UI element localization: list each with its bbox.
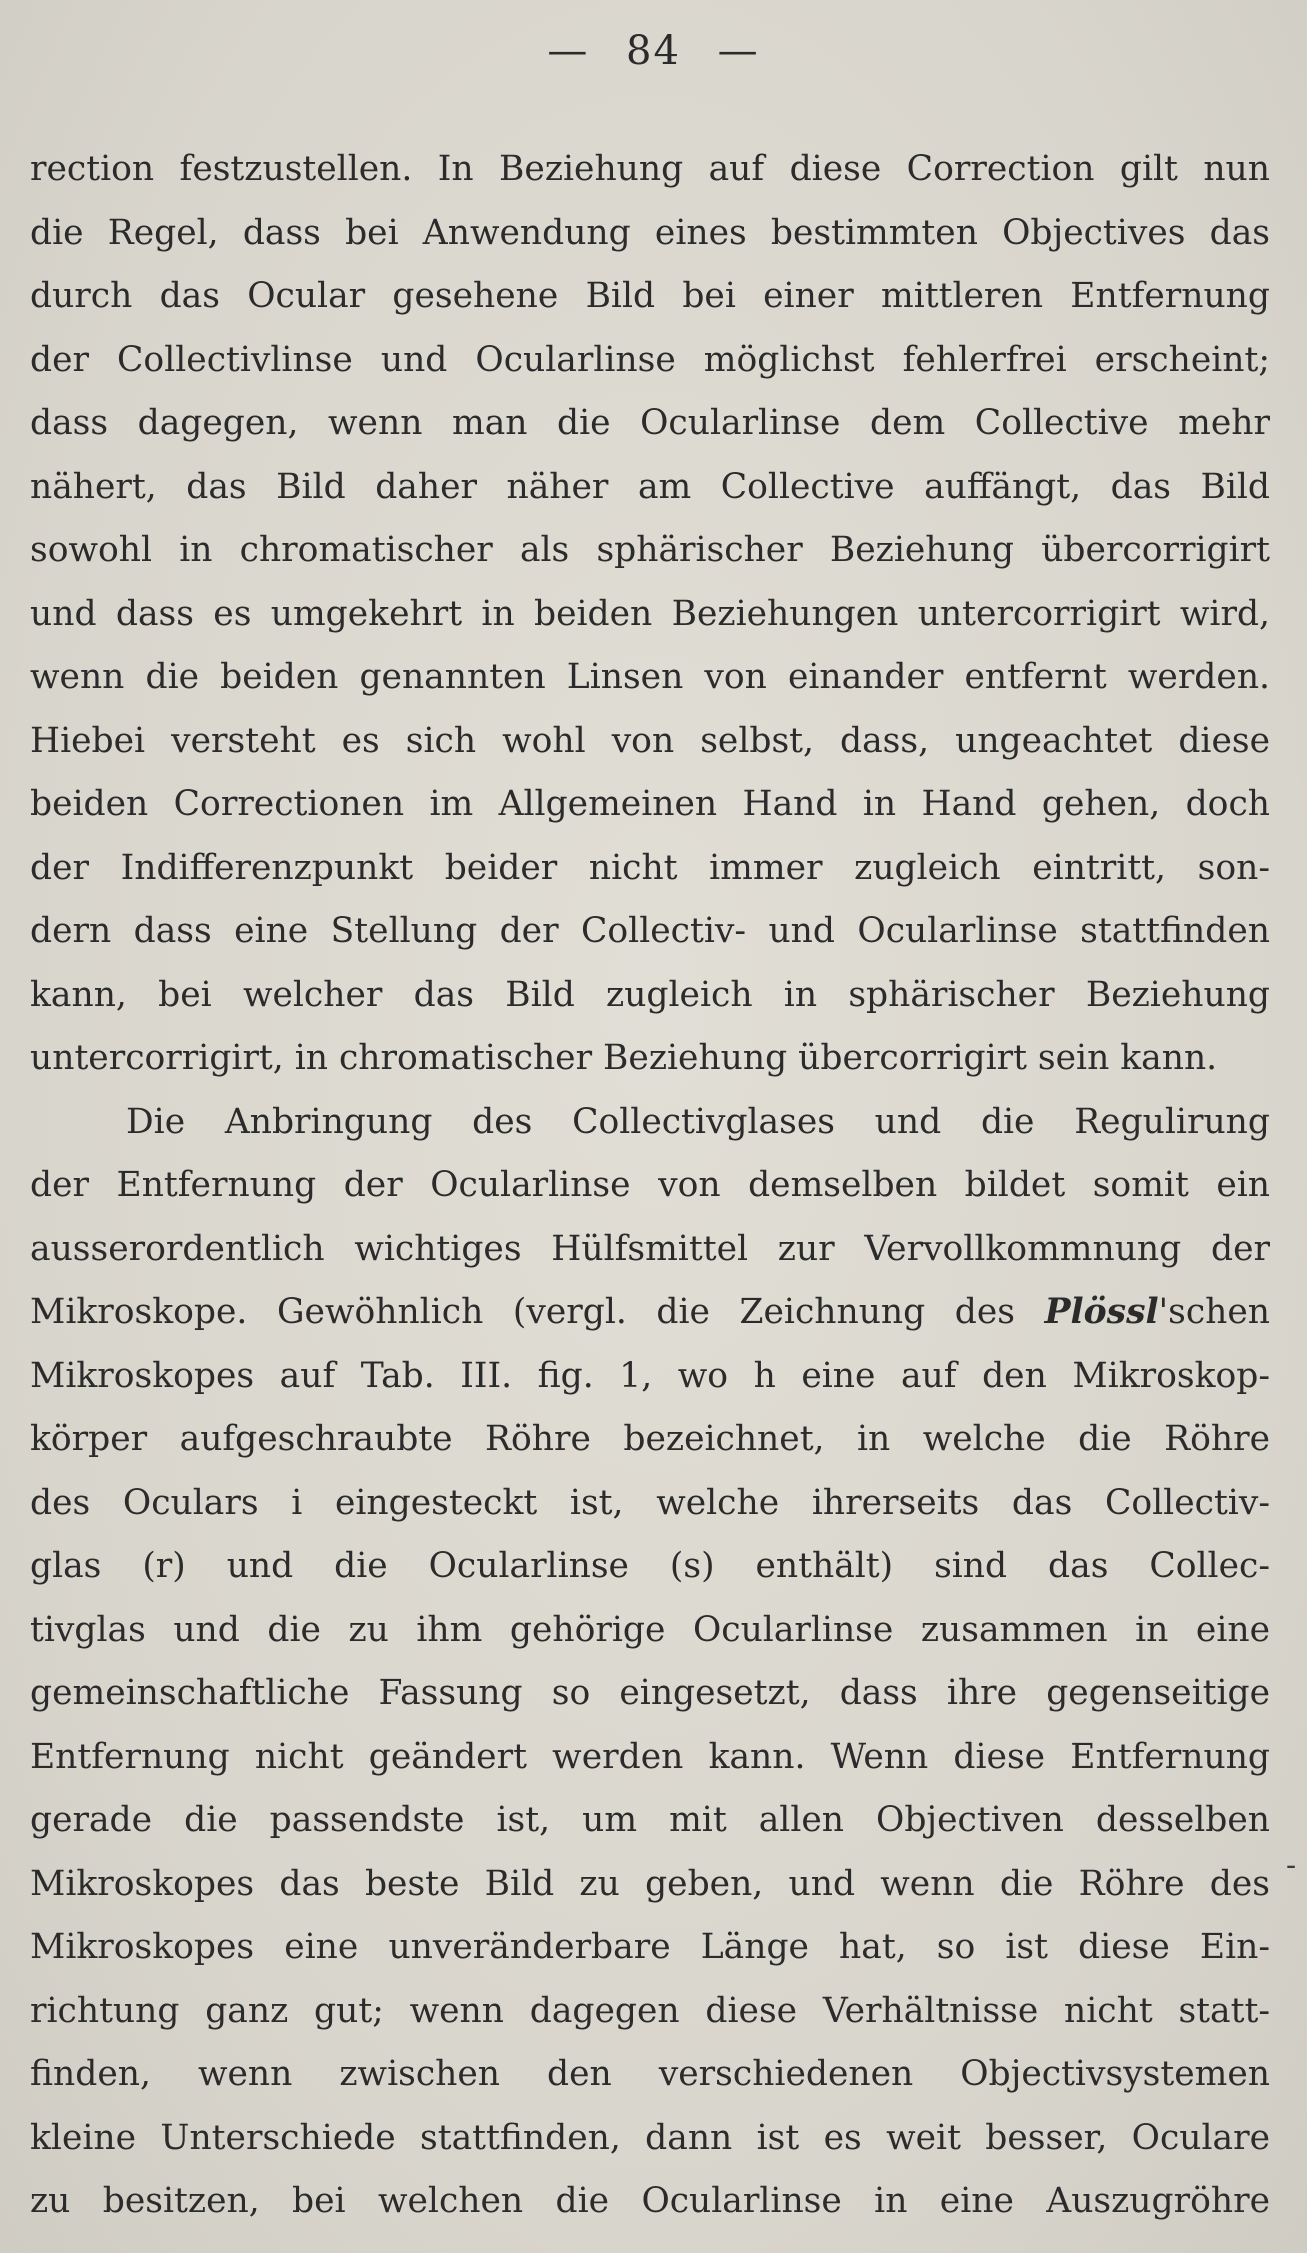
text-line: der Indifferenzpunkt beider nicht immer zugleich eintritt, son- bbox=[30, 847, 1270, 888]
text-line: tivglas und die zu ihm gehörige Ocularlinse zusammen in eine bbox=[30, 1609, 1270, 1650]
text-line: Mikroskopes eine unveränderbare Länge hat, so ist diese Ein- bbox=[30, 1927, 1270, 1967]
line-part: Mikroskope. Gewöhnlich (vergl. die Zeichnung des bbox=[30, 1292, 1045, 1332]
text-line: Hiebei versteht es sich wohl von selbst, dass, ungeachtet diese bbox=[30, 720, 1270, 761]
text-line: gerade die passendste ist, um mit allen Objectiven desselben bbox=[30, 1800, 1270, 1840]
text-line: der Entfernung der Ocularlinse von demselben bildet somit ein bbox=[30, 1165, 1270, 1205]
text-line: beiden Correctionen im Allgemeinen Hand in Hand gehen, doch bbox=[30, 784, 1270, 824]
page-number: 84 bbox=[626, 28, 681, 74]
text-line: kann, bei welcher das Bild zugleich in sphärischer Beziehung bbox=[30, 974, 1270, 1015]
text-line: wenn die beiden genannten Linsen von einander entfernt werden. bbox=[30, 657, 1270, 697]
text-line: die Regel, dass bei Anwendung eines bestimmten Objectives das bbox=[30, 212, 1270, 253]
body-text bbox=[30, 138, 1270, 2234]
page-header bbox=[0, 28, 1307, 74]
text-line: glas (r) und die Ocularlinse (s) enthält) sind das Collec- bbox=[30, 1546, 1270, 1586]
header-dash-right: — bbox=[717, 28, 760, 74]
text-line: dass dagegen, wenn man die Ocularlinse dem Collective mehr bbox=[30, 403, 1270, 443]
text-line: Entfernung nicht geändert werden kann. Wenn diese Entfernung bbox=[30, 1736, 1270, 1777]
text-line: richtung ganz gut; wenn dagegen diese Verhältnisse nicht statt- bbox=[30, 1990, 1270, 2031]
text-line: nähert, das Bild daher näher am Collective auffängt, das Bild bbox=[30, 466, 1270, 507]
text-line: des Oculars i eingesteckt ist, welche ihrerseits das Collectiv- bbox=[30, 1482, 1270, 1523]
paragraph-end-line: untercorrigirt, in chromatischer Beziehung übercorrigirt sein kann. bbox=[30, 1038, 1218, 1078]
text-line: finden, wenn zwischen den verschiedenen Objectivsystemen bbox=[30, 2054, 1270, 2094]
text-line: und dass es umgekehrt in beiden Beziehungen untercorrigirt wird, bbox=[30, 593, 1270, 634]
text-line: sowohl in chromatischer als sphärischer Beziehung übercorrigirt bbox=[30, 530, 1270, 570]
header-dash-left: — bbox=[547, 28, 590, 74]
text-line: Mikroskopes das beste Bild zu geben, und wenn die Röhre des bbox=[30, 1863, 1270, 1904]
text-line-with-name bbox=[30, 1281, 1270, 1345]
text-line: körper aufgeschraubte Röhre bezeichnet, in welche die Röhre bbox=[30, 1419, 1270, 1459]
text-line: durch das Ocular gesehene Bild bei einer mittleren Entfernung bbox=[30, 276, 1270, 316]
text-line: zu besitzen, bei welchen die Ocularlinse in eine Auszugröhre bbox=[30, 2181, 1270, 2221]
emphasized-name: Plössl bbox=[1044, 1292, 1159, 1332]
text-line: gemeinschaftliche Fassung so eingesetzt, dass ihre gegenseitige bbox=[30, 1673, 1270, 1713]
text-line: Mikroskopes auf Tab. III. fig. 1, wo h eine auf den Mikroskop- bbox=[30, 1355, 1270, 1396]
paragraph-start-line: Die Anbringung des Collectivglases und die Regulirung bbox=[126, 1101, 1270, 1142]
text-line: kleine Unterschiede stattfinden, dann ist es weit besser, Oculare bbox=[30, 2117, 1270, 2158]
line-part: 'schen bbox=[1158, 1292, 1270, 1332]
text-line: rection festzustellen. In Beziehung auf diese Correction gilt nun bbox=[30, 149, 1270, 189]
text-line: der Collectivlinse und Ocularlinse möglichst fehlerfrei erscheint; bbox=[30, 339, 1270, 380]
text-line: ausserordentlich wichtiges Hülfsmittel zur Vervollkommnung der bbox=[30, 1228, 1270, 1269]
text-line: dern dass eine Stellung der Collectiv- und Ocularlinse stattfinden bbox=[30, 911, 1270, 951]
margin-mark: - bbox=[1286, 1848, 1297, 1883]
